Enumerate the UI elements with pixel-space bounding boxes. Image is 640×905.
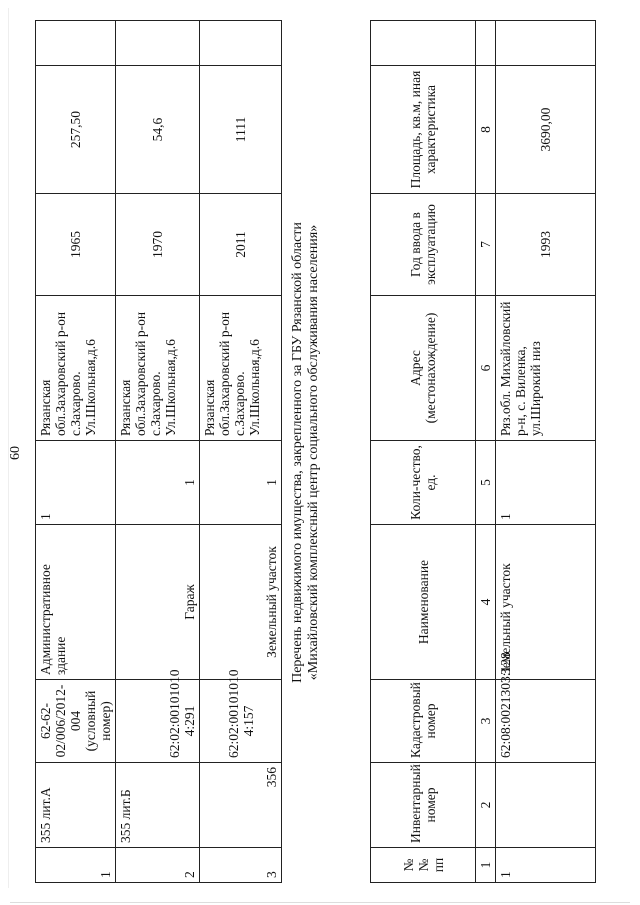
property-table-1	[35, 20, 282, 883]
inventory-number	[496, 763, 596, 848]
column-number-row	[476, 21, 496, 883]
inventory-number: 355 лит.А	[36, 763, 116, 848]
address: Ряз.обл. Михайловский р-н, с. Виленка, ул.Широкий низ	[496, 296, 596, 441]
cadastral-number: 62:02:00101010 4:291	[116, 680, 200, 763]
cadastral-number: 62-62-02/006/2012-004 (условный номер)	[36, 680, 116, 763]
header-address: Адрес (местонахождение)	[371, 296, 476, 441]
column-number: 6	[476, 296, 496, 441]
area: 3690,00	[496, 66, 596, 194]
column-number: 8	[476, 66, 496, 194]
column-number: 1	[476, 848, 496, 883]
document-caption-line-1: Перечень недвижимого имущества, закрепленного за ГБУ Рязанской области	[290, 222, 305, 683]
cadastral-number: 62:02:00101010 4:157	[200, 680, 282, 763]
header-year: Год ввода в эксплуатацию	[371, 194, 476, 296]
area: 1111	[200, 66, 282, 194]
column-number: 7	[476, 194, 496, 296]
year-commissioned: 1993	[496, 194, 596, 296]
header-cadastral: Кадастровый номер	[371, 680, 476, 763]
quantity: 1	[116, 441, 200, 525]
header-name: Наименование	[371, 525, 476, 680]
header-area: Площадь, кв.м, иная характеристика	[371, 66, 476, 194]
table-row	[36, 21, 116, 883]
inventory-number: 355 лит.Б	[116, 763, 200, 848]
column-number: 2	[476, 763, 496, 848]
area: 54,6	[116, 66, 200, 194]
address: Рязанская обл.Захаровский р-он с.Захарово. Ул.Школьная,д.6	[200, 296, 282, 441]
column-number: 5	[476, 441, 496, 525]
inventory-number: 356	[200, 763, 282, 848]
property-name: Земельный участок	[496, 525, 596, 680]
area: 257,50	[36, 66, 116, 194]
page-number: 60	[8, 446, 23, 460]
table-row	[496, 21, 596, 883]
header-quantity: Коли-чество, ед.	[371, 441, 476, 525]
row-number: 1	[36, 848, 116, 883]
column-number: 3	[476, 680, 496, 763]
blank-cell	[496, 21, 596, 66]
row-number: 1	[496, 848, 596, 883]
address: Рязанская обл.Захаровский р-он с.Захарово. Ул.Школьная,д.6	[36, 296, 116, 441]
row-number: 2	[116, 848, 200, 883]
blank-cell	[476, 21, 496, 66]
row-number: 3	[200, 848, 282, 883]
property-name: Административное здание	[36, 525, 116, 680]
property-table-2	[370, 20, 596, 883]
table-header-row	[371, 21, 476, 883]
table-row	[200, 21, 282, 883]
blank-cell	[116, 21, 200, 66]
document-caption-line-2: «Михайловский комплексный центр социального обслуживания населения»	[306, 224, 321, 681]
property-name: Земельный участок	[200, 525, 282, 680]
blank-cell	[200, 21, 282, 66]
year-commissioned: 1970	[116, 194, 200, 296]
property-name: Гараж	[116, 525, 200, 680]
blank-cell	[36, 21, 116, 66]
cadastral-number: 62:08:0021303:128	[496, 680, 596, 763]
column-number: 4	[476, 525, 496, 680]
blank-cell	[371, 21, 476, 66]
table-row	[116, 21, 200, 883]
scan-edge	[10, 902, 630, 903]
header-number: № № пп	[371, 848, 476, 883]
header-inventory: Инвентарный номер	[371, 763, 476, 848]
quantity: 1	[200, 441, 282, 525]
year-commissioned: 2011	[200, 194, 282, 296]
year-commissioned: 1965	[36, 194, 116, 296]
quantity: 1	[496, 441, 596, 525]
address: Рязанская обл.Захаровский р-он с.Захарово. Ул.Школьная,д.6	[116, 296, 200, 441]
quantity: 1	[36, 441, 116, 525]
